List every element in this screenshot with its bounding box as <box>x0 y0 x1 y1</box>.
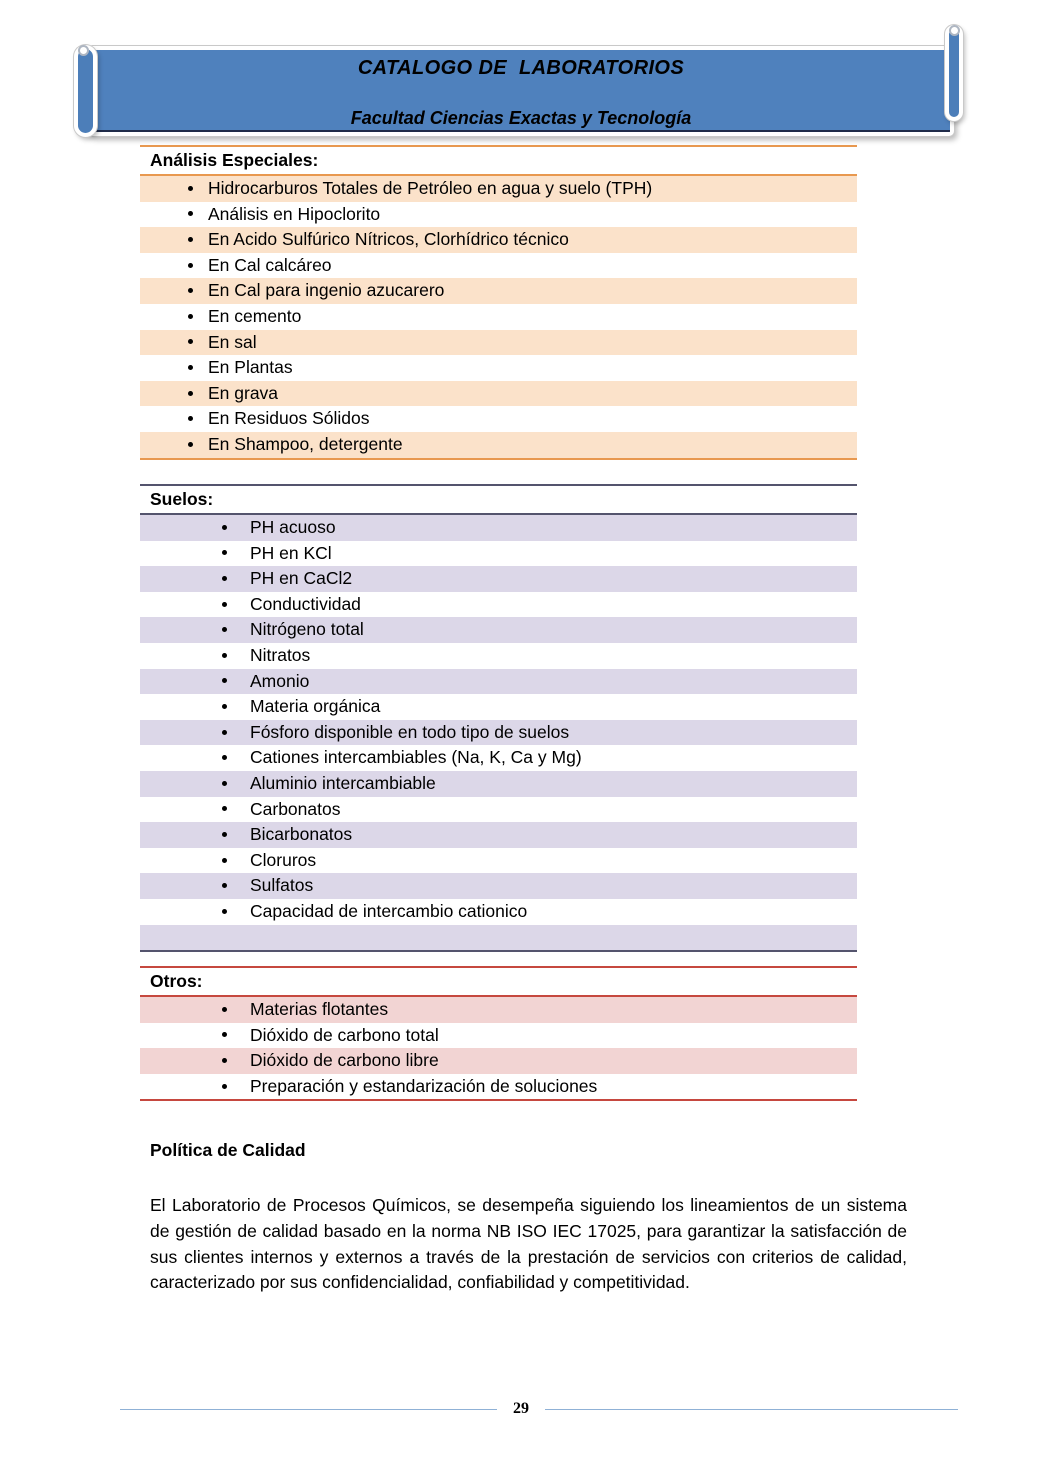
bullet-icon <box>222 653 227 658</box>
list-item <box>140 515 857 541</box>
section-suelos <box>140 484 857 952</box>
list-item-label: Cloruros <box>250 849 317 870</box>
list-item <box>140 541 857 567</box>
list-item-label: En Residuos Sólidos <box>208 408 370 429</box>
bullet-icon <box>188 442 193 447</box>
list-item-label: Carbonatos <box>250 798 341 819</box>
analisis-especiales-list <box>140 176 857 460</box>
list-item-label: Amonio <box>250 670 310 691</box>
bullet-icon <box>188 339 193 344</box>
list-item <box>140 745 857 771</box>
list-item-label: Hidrocarburos Totales de Petróleo en agua y suelo (TPH) <box>208 178 653 198</box>
bullet-icon <box>222 1084 227 1089</box>
bullet-icon <box>222 1007 227 1012</box>
faculty-subtitle: Facultad Ciencias Exactas y Tecnología <box>350 108 692 128</box>
list-item-label: En cemento <box>208 305 302 326</box>
list-item <box>140 355 857 381</box>
bullet-icon <box>222 858 227 863</box>
list-item <box>140 1023 857 1049</box>
bullet-icon <box>188 263 193 268</box>
list-item <box>140 278 857 304</box>
policy-heading: Política de Calidad <box>150 1140 306 1160</box>
page-number: 29 <box>513 1400 529 1417</box>
list-item-label: En Plantas <box>208 357 293 378</box>
list-item-label: PH en KCl <box>250 542 332 563</box>
list-item-label: Capacidad de intercambio cationico <box>250 900 528 921</box>
list-item <box>140 381 857 407</box>
bullet-icon <box>222 576 227 581</box>
header-banner <box>88 46 954 136</box>
footer-rule-right <box>545 1409 958 1410</box>
section-heading-suelos: Suelos: <box>140 484 857 515</box>
bullet-icon <box>222 909 227 914</box>
list-item-label: Nitratos <box>250 644 311 665</box>
bullet-icon <box>222 627 227 632</box>
bullet-icon <box>188 237 193 242</box>
list-item <box>140 176 857 202</box>
list-item <box>140 406 857 432</box>
otros-list <box>140 997 857 1101</box>
list-item-label: Preparación y estandarización de soluciones <box>250 1075 598 1096</box>
list-item-label: En Cal para ingenio azucarero <box>208 280 445 301</box>
page-footer <box>0 1399 1039 1419</box>
list-item <box>140 997 857 1023</box>
list-item-label: Sulfatos <box>250 875 314 896</box>
list-item-label: Cationes intercambiables (Na, K, Ca y Mg) <box>250 747 582 768</box>
list-item <box>140 925 857 951</box>
bullet-icon <box>188 186 193 191</box>
bullet-icon <box>188 391 193 396</box>
list-item <box>140 617 857 643</box>
list-item-label: Materias flotantes <box>250 999 389 1019</box>
bullet-icon <box>188 416 193 421</box>
bullet-icon <box>222 832 227 837</box>
scroll-right-curl-icon <box>945 25 963 121</box>
policy-section <box>150 1140 907 1296</box>
list-item <box>140 669 857 695</box>
bullet-icon <box>222 525 227 530</box>
list-item <box>140 304 857 330</box>
list-item-label: PH en CaCl2 <box>250 568 353 589</box>
catalog-title: CATALOGO DE LABORATORIOS <box>357 57 685 79</box>
list-item <box>140 899 857 925</box>
list-item-label: PH acuoso <box>250 517 336 537</box>
list-item-label: En Shampoo, detergente <box>208 433 403 454</box>
list-item <box>140 253 857 279</box>
bullet-icon <box>222 678 227 683</box>
bullet-icon <box>222 883 227 888</box>
list-item <box>140 330 857 356</box>
footer-rule-left <box>120 1409 497 1410</box>
list-item-label: Análisis en Hipoclorito <box>208 203 381 224</box>
list-item <box>140 1048 857 1074</box>
list-item <box>140 1074 857 1100</box>
list-item <box>140 720 857 746</box>
list-item <box>140 694 857 720</box>
bullet-icon <box>222 704 227 709</box>
section-analisis-especiales <box>140 145 857 460</box>
bullet-icon <box>188 211 193 216</box>
list-item-label: Bicarbonatos <box>250 824 353 845</box>
list-item-label: En Cal calcáreo <box>208 254 332 275</box>
list-item-label: En grava <box>208 382 279 403</box>
bullet-icon <box>188 365 193 370</box>
section-heading-otros: Otros: <box>140 966 857 997</box>
suelos-list <box>140 515 857 952</box>
scroll-left-roll-icon <box>74 45 97 137</box>
list-item <box>140 797 857 823</box>
list-item-label: Conductividad <box>250 593 361 614</box>
list-item-label: Dióxido de carbono libre <box>250 1050 439 1071</box>
list-item-label: En Acido Sulfúrico Nítricos, Clorhídrico técnico <box>208 229 569 250</box>
bullet-icon <box>188 314 193 319</box>
list-item <box>140 592 857 618</box>
policy-paragraph: El Laboratorio de Procesos Químicos, se desempeña siguiendo los lineamientos de un sistema de gestión de calidad basado en la norma NB ISO IEC 17025, para garantizar la satisfacción de sus clientes internos y externos a través de la prestación de servicios con criterios de calidad, caracterizado por sus confidencialidad, confiabilidad y competitividad. <box>150 1195 907 1293</box>
list-item <box>140 202 857 228</box>
list-item-label: En sal <box>208 331 257 352</box>
list-item <box>140 432 857 458</box>
section-heading-analisis-especiales: Análisis Especiales: <box>140 145 857 176</box>
list-item-label: Nitrógeno total <box>250 619 364 640</box>
list-item-label: Dióxido de carbono total <box>250 1024 439 1045</box>
section-otros <box>140 966 857 1101</box>
bullet-icon <box>222 1032 227 1037</box>
list-item-label: Aluminio intercambiable <box>250 772 436 793</box>
bullet-icon <box>222 602 227 607</box>
list-item-label: Materia orgánica <box>250 696 381 717</box>
list-item <box>140 873 857 899</box>
list-item-label: Fósforo disponible en todo tipo de suelos <box>250 721 570 742</box>
bullet-icon <box>188 288 193 293</box>
list-item <box>140 771 857 797</box>
list-item <box>140 566 857 592</box>
list-item <box>140 822 857 848</box>
bullet-icon <box>222 806 227 811</box>
bullet-icon <box>222 755 227 760</box>
list-item <box>140 227 857 253</box>
bullet-icon <box>222 1058 227 1063</box>
list-item <box>140 848 857 874</box>
bullet-icon <box>222 730 227 735</box>
bullet-icon <box>222 550 227 555</box>
list-item <box>140 643 857 669</box>
bullet-icon <box>222 781 227 786</box>
